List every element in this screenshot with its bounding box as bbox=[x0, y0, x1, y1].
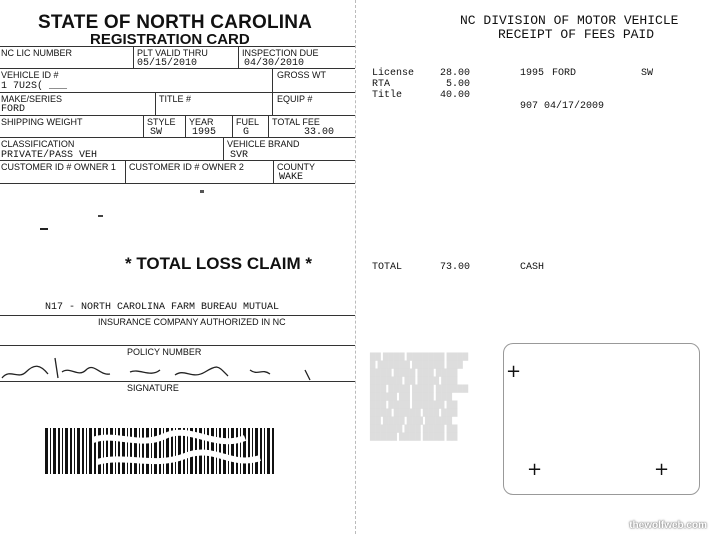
receipt-vehicle-style: SW bbox=[641, 68, 654, 79]
fuel-value: G bbox=[243, 127, 250, 138]
year-value: 1995 bbox=[192, 127, 217, 138]
title-number-label: TITLE # bbox=[159, 94, 192, 104]
classification-value: PRIVATE/PASS VEH bbox=[1, 150, 98, 161]
style-label: STYLE bbox=[147, 117, 176, 127]
fee-amount-rta: 5.00 bbox=[446, 79, 471, 90]
state-title: STATE OF NORTH CAROLINA bbox=[38, 12, 313, 33]
receipt-date-line: 907 04/17/2009 bbox=[520, 101, 605, 112]
fold-line bbox=[355, 0, 356, 534]
receipt-title-line2: RECEIPT OF FEES PAID bbox=[498, 27, 655, 42]
county-value: WAKE bbox=[279, 172, 304, 183]
total-fee-value: 33.00 bbox=[304, 127, 335, 138]
gross-wt-label: GROSS WT bbox=[277, 70, 326, 80]
vehicle-id-value: 1 7U2S( ___ bbox=[1, 81, 68, 92]
plt-valid-thru-label: PLT VALID THRU bbox=[137, 48, 208, 58]
receipt-payment-method: CASH bbox=[520, 262, 545, 273]
make-series-label: MAKE/SERIES bbox=[1, 94, 63, 104]
receipt-total-label: TOTAL bbox=[372, 262, 403, 273]
signature-scribble bbox=[0, 350, 330, 385]
nc-lic-number-label: NC LIC NUMBER bbox=[1, 48, 73, 58]
total-loss-claim: * TOTAL LOSS CLAIM * bbox=[125, 254, 313, 273]
insurance-company-value: N17 - NORTH CAROLINA FARM BUREAU MUTUAL bbox=[45, 302, 280, 313]
year-label: YEAR bbox=[189, 117, 214, 127]
policy-number-label: POLICY NUMBER bbox=[127, 347, 202, 357]
vehicle-id-label: VEHICLE ID # bbox=[1, 70, 59, 80]
plt-valid-thru-value: 05/15/2010 bbox=[137, 58, 198, 69]
corner-mark-icon: + bbox=[506, 361, 522, 382]
receipt-title-line1: NC DIVISION OF MOTOR VEHICLE bbox=[460, 13, 679, 28]
classification-label: CLASSIFICATION bbox=[1, 139, 75, 149]
vehicle-brand-label: VEHICLE BRAND bbox=[227, 139, 300, 149]
fee-amount-license: 28.00 bbox=[440, 68, 471, 79]
make-series-value: FORD bbox=[1, 104, 26, 115]
fuel-label: FUEL bbox=[236, 117, 260, 127]
equip-label: EQUIP # bbox=[277, 94, 313, 104]
style-value: SW bbox=[150, 127, 163, 138]
customer-owner2-label: CUSTOMER ID # OWNER 2 bbox=[129, 162, 244, 172]
watermark: thewolfweb.com bbox=[629, 520, 707, 531]
insurance-company-label: INSURANCE COMPANY AUTHORIZED IN NC bbox=[98, 317, 286, 327]
corner-mark-icon: + bbox=[527, 459, 543, 480]
inspection-due-label: INSPECTION DUE bbox=[242, 48, 319, 58]
signature-label: SIGNATURE bbox=[127, 383, 179, 393]
receipt-total-amount: 73.00 bbox=[440, 262, 471, 273]
receipt-vehicle-year: 1995 bbox=[520, 68, 545, 79]
fee-name-license: License bbox=[372, 68, 415, 79]
shipping-weight-label: SHIPPING WEIGHT bbox=[1, 117, 83, 127]
receipt-vehicle-make: FORD bbox=[552, 68, 577, 79]
corner-mark-icon: + bbox=[654, 459, 670, 480]
card-title: REGISTRATION CARD bbox=[90, 31, 250, 48]
barcode-image bbox=[45, 428, 277, 476]
inspection-due-value: 04/30/2010 bbox=[244, 58, 305, 69]
fee-amount-title: 40.00 bbox=[440, 90, 471, 101]
fee-name-title: Title bbox=[372, 90, 403, 101]
total-fee-label: TOTAL FEE bbox=[272, 117, 320, 127]
county-label: COUNTY bbox=[277, 162, 315, 172]
customer-owner1-label: CUSTOMER ID # OWNER 1 bbox=[1, 162, 116, 172]
vehicle-brand-value: SVR bbox=[230, 150, 249, 161]
fee-name-rta: RTA bbox=[372, 79, 391, 90]
